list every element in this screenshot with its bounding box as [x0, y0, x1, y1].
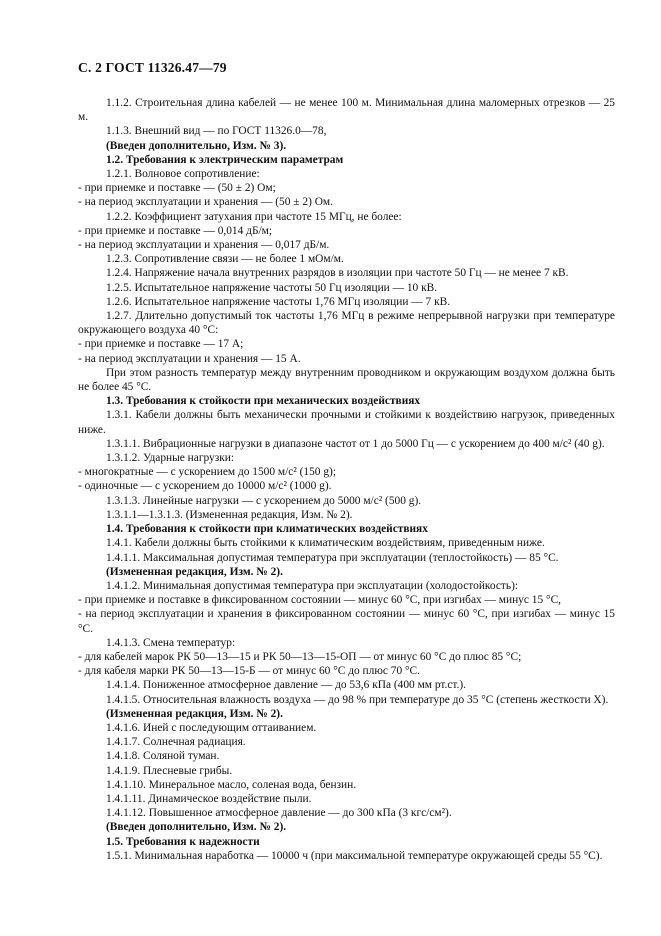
paragraph: 1.4.1.3. Смена температур: [106, 636, 236, 649]
paragraph: - для кабеля марки РК 50—13—15-Б — от минус 60 °С до плюс 70 °С. [78, 665, 420, 678]
paragraph: - при приемке и поставке — (50 ± 2) Ом; [78, 182, 276, 195]
paragraph: 1.4.1.9. Плесневые грибы. [106, 764, 233, 777]
paragraph: 1.4.1.4. Пониженное атмосферное давление — до 53,6 кПа (400 мм рт.ст.). [106, 679, 467, 692]
paragraph: - при приемке и поставке — 17 А; [78, 338, 244, 351]
paragraph: - на период эксплуатации и хранения — 15 А. [78, 352, 301, 365]
paragraph: (Введен дополнительно, Изм. № 2). [106, 821, 287, 834]
paragraph: 1.3.1.1—1.3.1.3. (Измененная редакция, Изм. № 2). [106, 508, 353, 521]
paragraph: 1.2.6. Испытательное напряжение частоты 1,76 МГц изоляции — 7 кВ. [106, 295, 451, 308]
paragraph: 1.3.1.2. Ударные нагрузки: [106, 452, 235, 465]
paragraph: 1.2.3. Сопротивление связи — не более 1 мОм/м. [106, 253, 344, 266]
paragraph: - на период эксплуатации и хранения в фиксированном состоянии — минус 60 °С, при изгибах — минус 15 °С. [78, 608, 615, 635]
paragraph: 1.2. Требования к электрическим параметрам [106, 153, 344, 166]
paragraph: 1.4.1.1. Максимальная допустимая температура при эксплуатации (теплостойкость) — 85 °С. [106, 551, 559, 564]
paragraph: - одиночные — с ускорением до 10000 м/с² (1000 g). [78, 480, 332, 493]
paragraph: 1.4.1.2. Минимальная допустимая температура при эксплуатации (холодостойкость): [106, 579, 519, 592]
paragraph: 1.3.1.3. Линейные нагрузки — с ускорением до 5000 м/с² (500 g). [106, 494, 422, 507]
paragraph: 1.4.1.12. Повышенное атмосферное давление — до 300 кПа (3 кгс/см²). [106, 807, 452, 820]
paragraph: 1.4.1.7. Солнечная радиация. [106, 736, 246, 749]
paragraph: 1.4.1.6. Иней с последующим оттаиванием. [106, 721, 317, 734]
paragraph: (Введен дополнительно, Изм. № 3). [106, 139, 287, 152]
paragraph: 1.5. Требования к надежности [106, 835, 260, 848]
paragraph: - при приемке и поставке — 0,014 дБ/м; [78, 224, 273, 237]
paragraph: При этом разность температур между внутренним проводником и окружающим воздухом должна быть не более 45 °С. [78, 366, 615, 394]
paragraph: 1.2.2. Коэффициент затухания при частоте 15 МГц, не более: [106, 210, 402, 223]
paragraph: 1.2.1. Волновое сопротивление: [106, 168, 260, 181]
paragraph: 1.4.1.11. Динамическое воздействие пыли. [106, 792, 312, 805]
document-body [78, 96, 615, 863]
paragraph: - при приемке и поставке в фиксированном состоянии — минус 60 °С, при изгибах — минус 15 °С, [78, 594, 562, 607]
paragraph: 1.3.1.1. Вибрационные нагрузки в диапазоне частот от 1 до 5000 Гц — с ускорением до 400 м/с² (40 g). [106, 437, 605, 450]
page-header: С. 2 ГОСТ 11326.47—79 [78, 60, 227, 75]
paragraph: 1.4.1.10. Минеральное масло, соленая вода, бензин. [106, 778, 357, 791]
paragraph: 1.4.1.8. Соляной туман. [106, 750, 220, 763]
paragraph: - для кабелей марок РК 50—13—15 и РК 50—13—15-ОП — от минус 60 °С до плюс 85 °С; [78, 650, 522, 663]
paragraph: 1.3. Требования к стойкости при механических воздействиях [106, 395, 421, 408]
paragraph: 1.5.1. Минимальная наработка — 10000 ч (при максимальной температуре окружающей среды 55 °С). [106, 849, 603, 862]
paragraph: - на период эксплуатации и хранения — 0,017 дБ/м. [78, 239, 330, 252]
paragraph: 1.2.4. Напряжение начала внутренних разрядов в изоляции при частоте 50 Гц — не менее 7 кВ. [106, 267, 569, 280]
paragraph: 1.4.1.5. Относительная влажность воздуха — до 98 % при температуре до 35 °С (степень жесткости X). [106, 693, 609, 706]
paragraph: 1.1.3. Внешний вид — по ГОСТ 11326.0—78, [106, 125, 327, 138]
paragraph: 1.4.1. Кабели должны быть стойкими к климатическим воздействиям, приведенным ниже. [106, 537, 545, 550]
paragraph: 1.3.1. Кабели должны быть механически прочными и стойкими к воздействию нагрузок, приведенных ниже. [78, 409, 615, 436]
paragraph: (Измененная редакция, Изм. № 2). [106, 565, 283, 578]
paragraph: - на период эксплуатации и хранения — (50 ± 2) Ом. [78, 196, 333, 209]
paragraph: 1.2.7. Длительно допустимый ток частоты 1,76 МГц в режиме непрерывной нагрузки при температуре окружающего воздуха 40 °С: [78, 310, 615, 337]
paragraph: - многократные — с ускорением до 1500 м/с² (150 g); [78, 466, 336, 479]
paragraph: 1.2.5. Испытательное напряжение частоты 50 Гц изоляции — 10 кВ. [106, 281, 438, 294]
paragraph: 1.4. Требования к стойкости при климатических воздействиях [106, 523, 428, 536]
paragraph: 1.1.2. Строительная длина кабелей — не менее 100 м. Минимальная длина маломерных отрезков — 25 м. [78, 97, 615, 124]
paragraph: (Измененная редакция, Изм. № 2). [106, 707, 283, 720]
